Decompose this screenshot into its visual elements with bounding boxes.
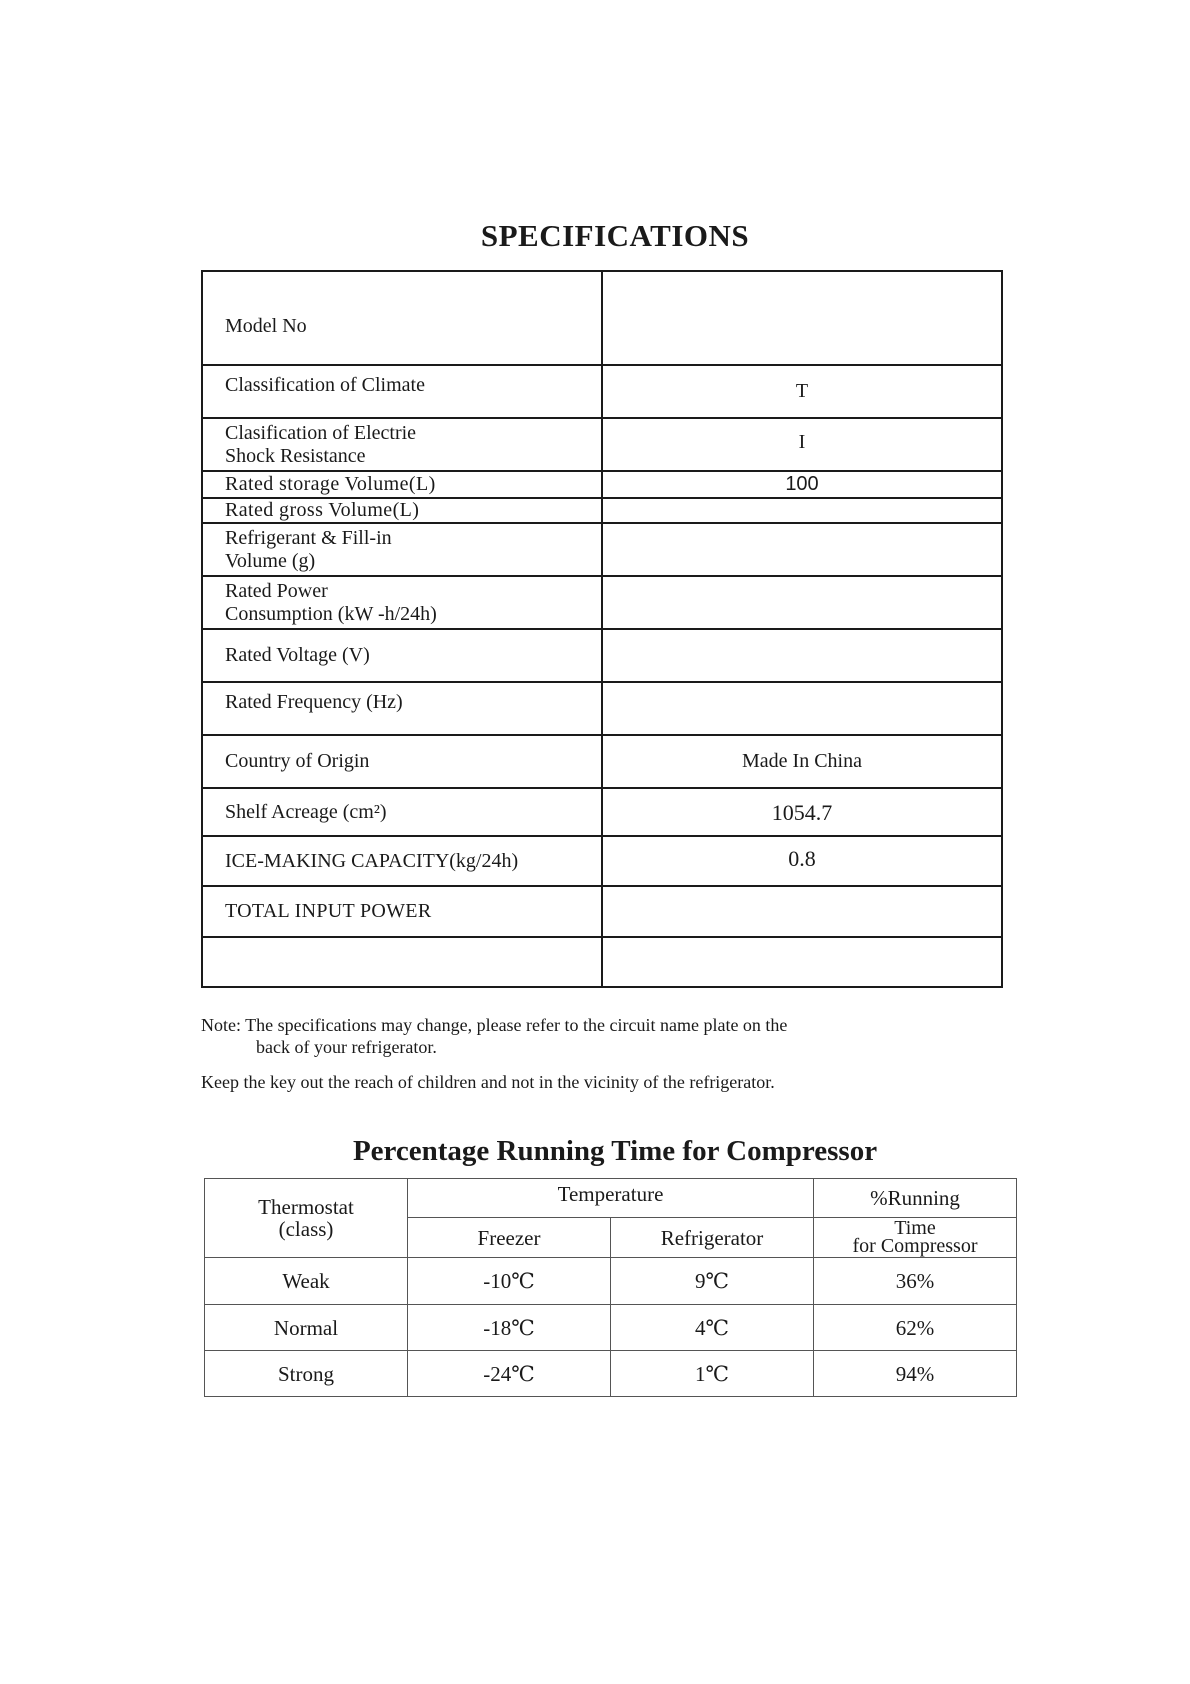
spec-value: Made In China (602, 735, 1002, 788)
page-title: SPECIFICATIONS (480, 218, 750, 253)
spec-value: 100 (602, 471, 1002, 498)
refrigerator-temp: 1℃ (611, 1351, 814, 1397)
spec-label: Rated storage Volume(L) (202, 471, 602, 498)
freezer-temp: -10℃ (408, 1258, 611, 1305)
spec-row-refrigerant (202, 523, 1002, 576)
spec-label: TOTAL INPUT POWER (202, 886, 602, 937)
spec-value: 1054.7 (602, 788, 1002, 836)
spec-label: ICE-MAKING CAPACITY(kg/24h) (202, 836, 602, 886)
spec-row-model (202, 271, 1002, 365)
spec-row-climate (202, 365, 1002, 418)
spec-row-shelf (202, 788, 1002, 836)
thermostat-class: Weak (205, 1258, 408, 1305)
spec-label: Rated gross Volume(L) (202, 498, 602, 523)
spec-value (602, 523, 1002, 576)
refrigerator-temp: 4℃ (611, 1305, 814, 1351)
spec-label (202, 937, 602, 987)
spec-label: Clasification of Electrie Shock Resistance (202, 418, 602, 471)
running-percent: 36% (814, 1258, 1017, 1305)
thermostat-class: Normal (205, 1305, 408, 1351)
table-row (205, 1305, 1017, 1351)
spec-label: Refrigerant & Fill-in Volume (g) (202, 523, 602, 576)
spec-row-origin (202, 735, 1002, 788)
temperature-header: Temperature (408, 1179, 814, 1218)
spec-row-empty (202, 937, 1002, 987)
freezer-temp: -24℃ (408, 1351, 611, 1397)
running-header-row (205, 1179, 1017, 1218)
spec-row-power (202, 576, 1002, 629)
spec-label: Country of Origin (202, 735, 602, 788)
spec-label: Shelf Acreage (cm²) (202, 788, 602, 836)
spec-row-voltage (202, 629, 1002, 682)
spec-value (602, 937, 1002, 987)
spec-value: 0.8 (602, 836, 1002, 886)
refrigerator-header: Refrigerator (611, 1218, 814, 1258)
spec-value (602, 886, 1002, 937)
spec-value: T (602, 365, 1002, 418)
spec-value (602, 498, 1002, 523)
thermostat-header: Thermostat (class) (205, 1179, 408, 1258)
spec-label: Rated Power Consumption (kW -h/24h) (202, 576, 602, 629)
table-row (205, 1351, 1017, 1397)
spec-value (602, 576, 1002, 629)
running-percent: 94% (814, 1351, 1017, 1397)
spec-value: I (602, 418, 1002, 471)
running-percent: 62% (814, 1305, 1017, 1351)
spec-label: Rated Voltage (V) (202, 629, 602, 682)
spec-label: Model No (202, 271, 602, 365)
running-time-header: Time for Compressor (814, 1218, 1017, 1258)
spec-row-input-power (202, 886, 1002, 937)
spec-label: Classification of Climate (202, 365, 602, 418)
spec-label: Rated Frequency (Hz) (202, 682, 602, 735)
running-time-title: Percentage Running Time for Compressor (352, 1135, 878, 1167)
spec-row-gross (202, 498, 1002, 523)
freezer-temp: -18℃ (408, 1305, 611, 1351)
spec-row-frequency (202, 682, 1002, 735)
spec-row-storage (202, 471, 1002, 498)
spec-value (602, 629, 1002, 682)
note-text: Note: The specifications may change, please refer to the circuit name plate on the back of your refrigerator. (201, 1015, 788, 1057)
running-time-table (204, 1178, 1017, 1397)
spec-row-shock (202, 418, 1002, 471)
table-row (205, 1258, 1017, 1305)
thermostat-class: Strong (205, 1351, 408, 1397)
spec-row-ice (202, 836, 1002, 886)
key-warning-text: Keep the key out the reach of children and not in the vicinity of the refrigerator. (201, 1072, 775, 1092)
freezer-header: Freezer (408, 1218, 611, 1258)
specifications-table (201, 270, 1003, 988)
running-percent-header: %Running (814, 1179, 1017, 1218)
spec-value (602, 271, 1002, 365)
refrigerator-temp: 9℃ (611, 1258, 814, 1305)
spec-value (602, 682, 1002, 735)
